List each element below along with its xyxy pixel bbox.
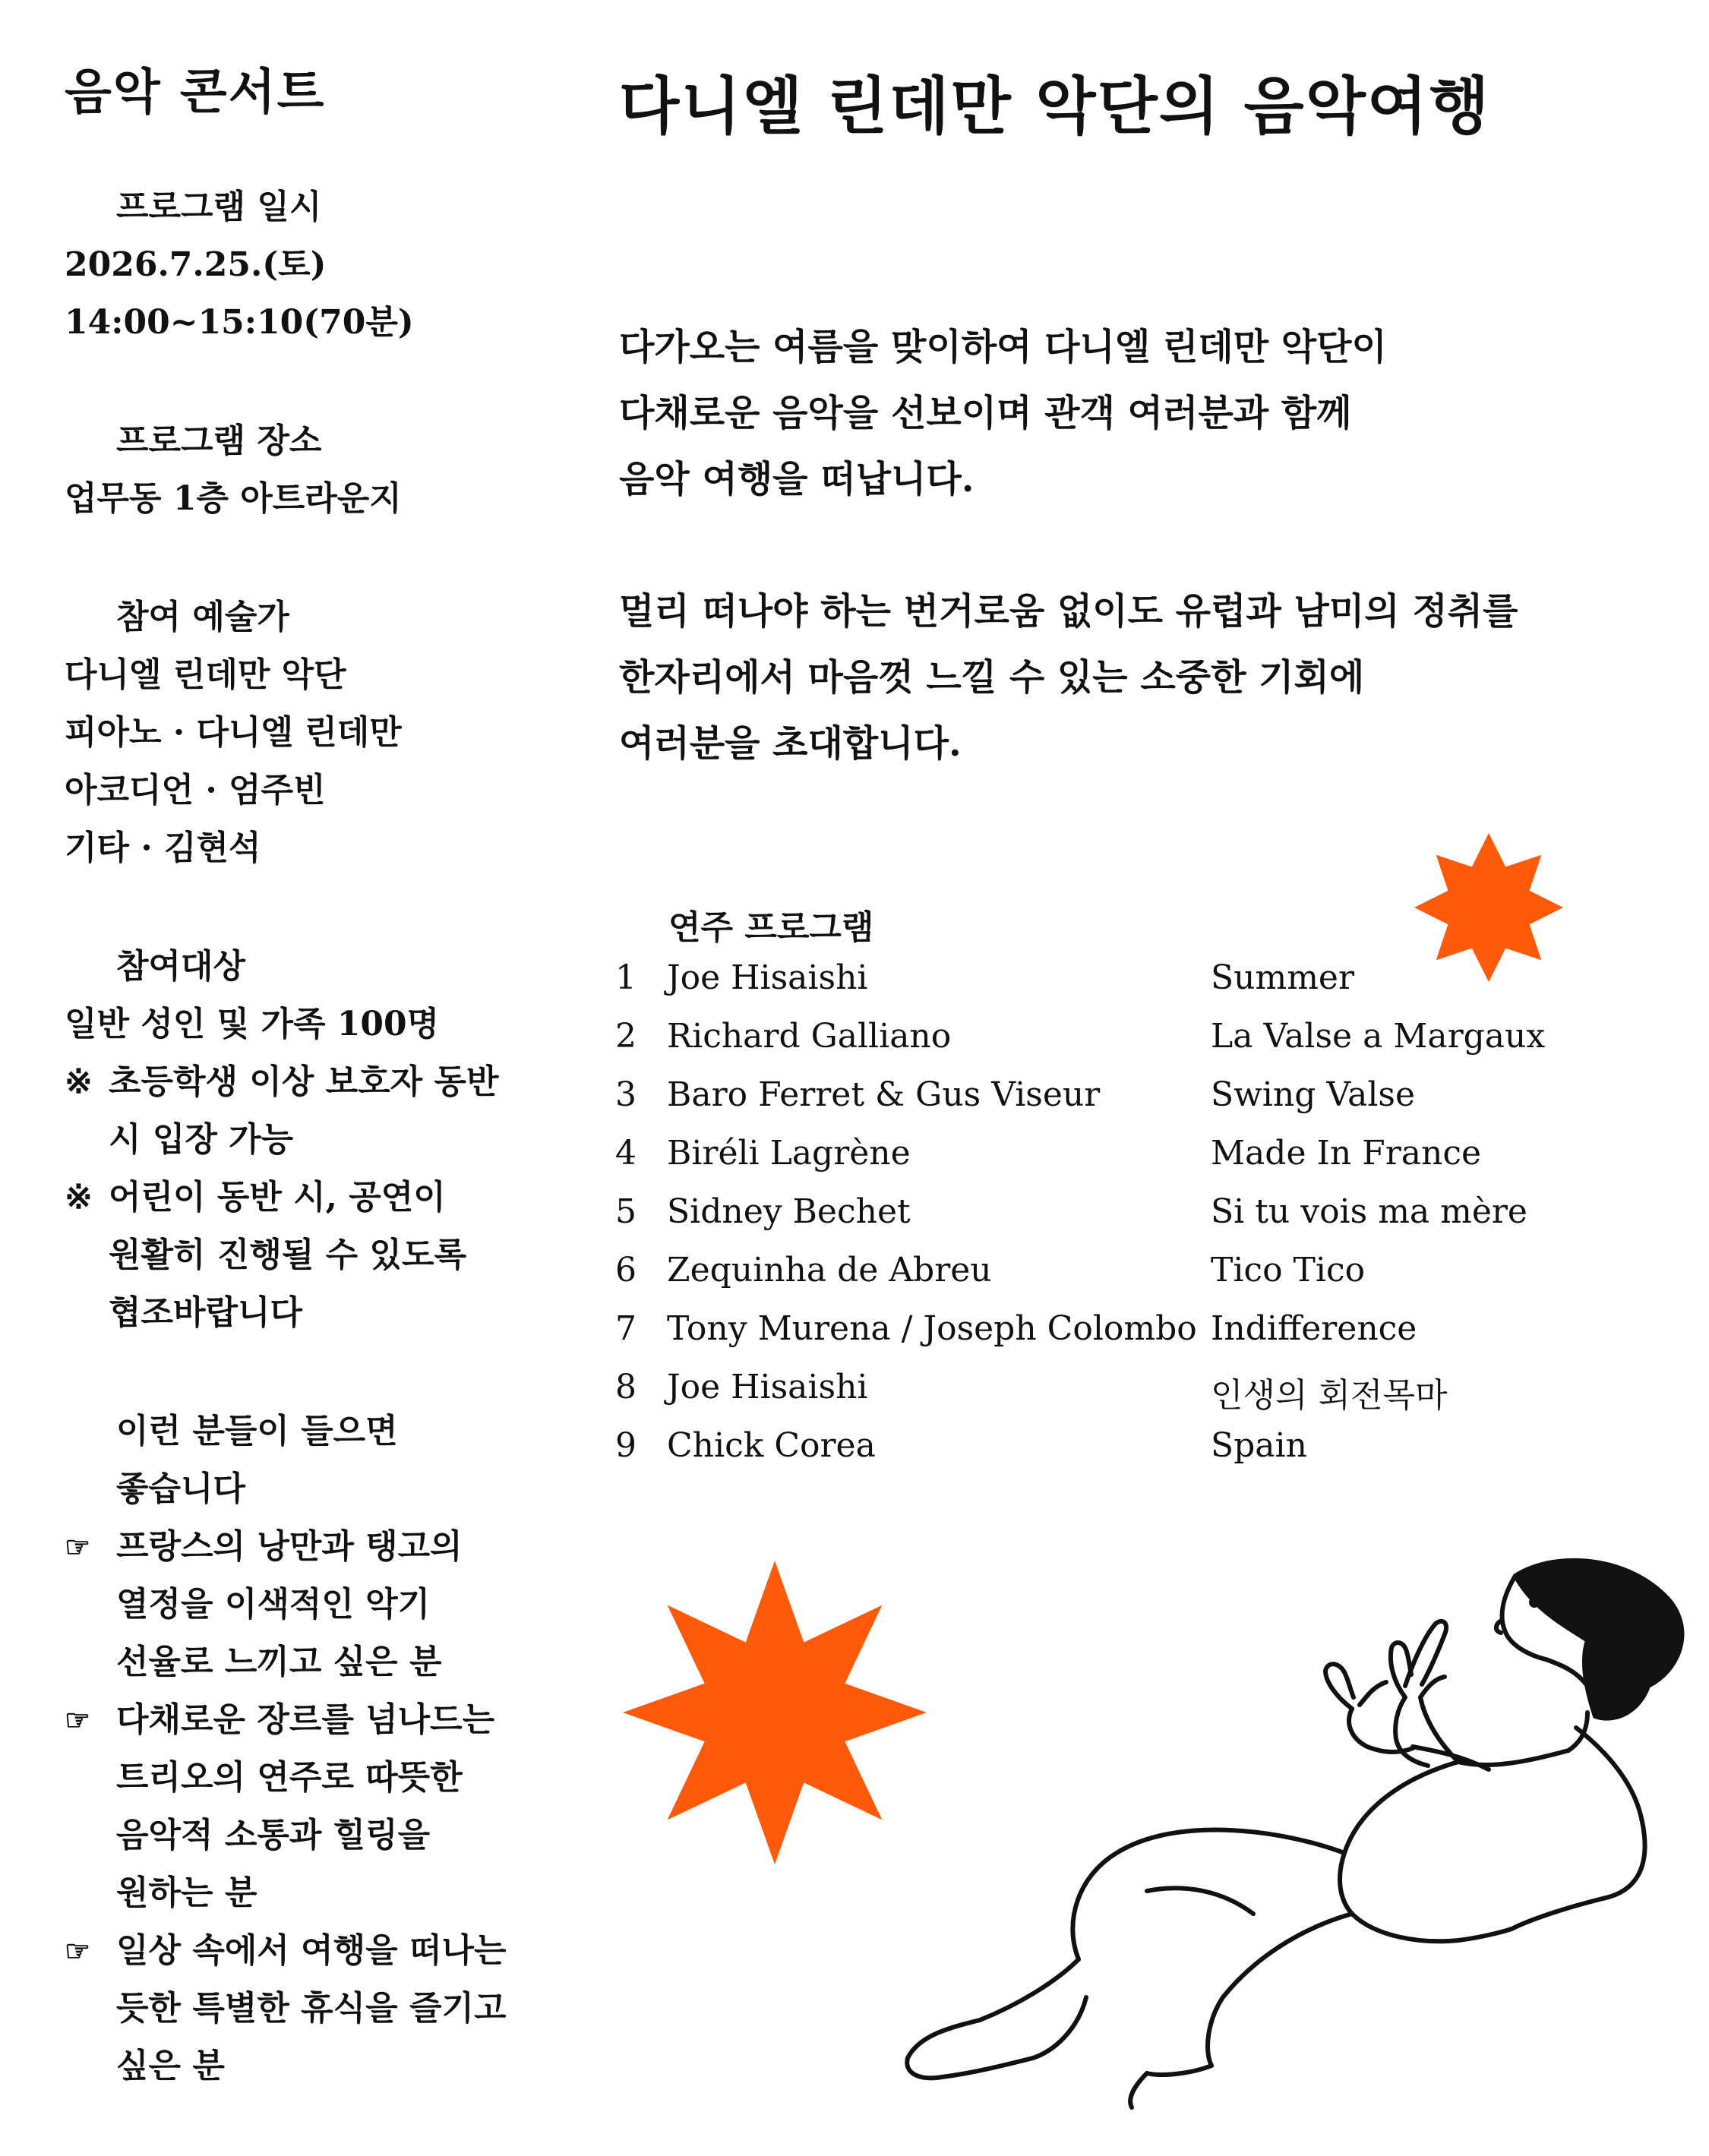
program-row: [615, 1134, 1565, 1192]
page-title: 다니엘 린데만 악단의 음악여행: [619, 70, 1491, 143]
audience-note: [65, 1169, 558, 1342]
program-composer: Chick Corea: [667, 1426, 876, 1465]
program-row: [615, 1309, 1565, 1368]
recommend-line: 열정을 이색적인 악기: [116, 1585, 431, 1624]
program-number: 2: [615, 1017, 637, 1056]
recommend-item: [65, 1691, 558, 1922]
program-composer: Joe Hisaishi: [667, 1368, 868, 1406]
program-list: [615, 958, 1565, 1485]
recommend-item: [65, 1922, 558, 2095]
intro-line: 여러분을 초대합니다.: [619, 722, 962, 765]
program-work: 인생의 회전목마: [1211, 1376, 1448, 1415]
venue-place: 업무동 1층 아트라운지: [65, 479, 402, 518]
eight-point-star-icon: [1413, 832, 1565, 983]
schedule-heading: 프로그램 일시: [116, 188, 322, 226]
program-composer: Zequinha de Abreu: [667, 1251, 992, 1289]
program-number: 1: [615, 958, 637, 997]
program-composer: Sidney Bechet: [667, 1192, 911, 1231]
artist-line: 아코디언 · 엄주빈: [65, 771, 326, 810]
recommend-section: [65, 1403, 558, 2095]
audience-line: 일반 성인 및 가족 100명: [65, 1005, 440, 1043]
program-work: Swing Valse: [1211, 1075, 1416, 1114]
pointing-hand-icon: ☞: [65, 1933, 91, 1968]
note-line: 협조바랍니다: [109, 1293, 303, 1332]
venue-heading: 프로그램 장소: [116, 421, 322, 460]
recommend-item: [65, 1518, 558, 1691]
intro-line: 음악 여행을 떠납니다.: [619, 458, 975, 500]
floating-person-illustration: [828, 1534, 1701, 2111]
program-number: 9: [615, 1426, 637, 1465]
recommend-line: 선율로 느끼고 싶은 분: [116, 1643, 442, 1681]
artist-line: 다니엘 린데만 악단: [65, 655, 346, 694]
info-column: [65, 178, 558, 2156]
intro-line: 멀리 떠나야 하는 번거로움 없이도 유럽과 남미의 정취를: [619, 590, 1518, 633]
recommend-heading: 이런 분들이 들으면: [116, 1412, 398, 1450]
program-row: [615, 1426, 1565, 1485]
program-work: Indifference: [1211, 1309, 1417, 1348]
artists-section: [65, 589, 558, 877]
program-composer: Tony Murena / Joseph Colombo: [667, 1309, 1197, 1348]
audience-note: [65, 1053, 558, 1169]
program-work: La Valse a Margaux: [1211, 1017, 1546, 1056]
program-row: [615, 1192, 1565, 1251]
program-heading: 연주 프로그램: [668, 908, 874, 947]
program-row: [615, 1075, 1565, 1134]
artist-line: 기타 · 김현석: [65, 829, 261, 867]
program-row: [615, 1017, 1565, 1075]
audience-section: [65, 938, 558, 1342]
recommend-line: 원하는 분: [116, 1873, 257, 1912]
program-work: Spain: [1211, 1426, 1307, 1465]
program-number: 5: [615, 1192, 637, 1231]
reference-mark-icon: ※: [65, 1178, 93, 1217]
recommend-line: 다채로운 장르를 넘나드는: [116, 1700, 495, 1739]
reference-mark-icon: ※: [65, 1062, 93, 1101]
program-number: 7: [615, 1309, 637, 1348]
program-work: Tico Tico: [1211, 1251, 1366, 1289]
note-line: 어린이 동반 시, 공연이: [109, 1178, 446, 1217]
audience-heading: 참여대상: [116, 947, 246, 986]
note-line: 원활히 진행될 수 있도록: [109, 1236, 466, 1274]
program-composer: Baro Ferret & Gus Viseur: [667, 1075, 1101, 1114]
intro-paragraph: [619, 314, 1667, 513]
program-composer: Joe Hisaishi: [667, 958, 868, 997]
pointing-hand-icon: ☞: [65, 1703, 91, 1737]
category-label: 음악 콘서트: [65, 64, 326, 121]
artists-heading: 참여 예술가: [116, 598, 289, 636]
recommend-line: 싶은 분: [116, 2047, 225, 2085]
artist-line: 피아노 · 다니엘 린데만: [65, 713, 402, 752]
recommend-line: 트리오의 연주로 따뜻한: [116, 1758, 463, 1797]
intro-line: 한자리에서 마음껏 느낄 수 있는 소중한 기회에: [619, 656, 1365, 699]
program-number: 6: [615, 1251, 637, 1289]
program-number: 8: [615, 1368, 637, 1406]
intro-line: 다가오는 여름을 맞이하여 다니엘 린데만 악단이: [619, 326, 1387, 368]
program-composer: Biréli Lagrène: [667, 1134, 911, 1173]
program-work: Made In France: [1211, 1134, 1481, 1173]
schedule-section: [65, 178, 558, 352]
recommend-line: 일상 속에서 여행을 떠나는: [116, 1931, 507, 1970]
recommend-line: 음악적 소통과 힐링을: [116, 1816, 431, 1855]
program-row: [615, 1251, 1565, 1309]
intro-line: 다채로운 음악을 선보이며 관객 여러분과 함께: [619, 392, 1352, 434]
schedule-time: 14:00~15:10(70분): [65, 303, 414, 342]
recommend-heading: 좋습니다: [116, 1469, 246, 1508]
program-composer: Richard Galliano: [667, 1017, 952, 1056]
pointing-hand-icon: ☞: [65, 1529, 91, 1564]
program-work: Summer: [1211, 958, 1354, 997]
note-line: 초등학생 이상 보호자 동반: [109, 1062, 499, 1101]
program-number: 4: [615, 1134, 637, 1173]
intro-paragraph: [619, 579, 1667, 777]
schedule-date: 2026.7.25.(토): [65, 245, 327, 284]
recommend-line: 듯한 특별한 휴식을 즐기고: [116, 1989, 507, 2028]
venue-section: [65, 412, 558, 528]
program-work: Si tu vois ma mère: [1211, 1192, 1527, 1231]
program-number: 3: [615, 1075, 637, 1114]
program-row: [615, 1368, 1565, 1426]
note-line: 시 입장 가능: [109, 1120, 294, 1159]
recommend-line: 프랑스의 낭만과 탱고의: [116, 1527, 463, 1566]
